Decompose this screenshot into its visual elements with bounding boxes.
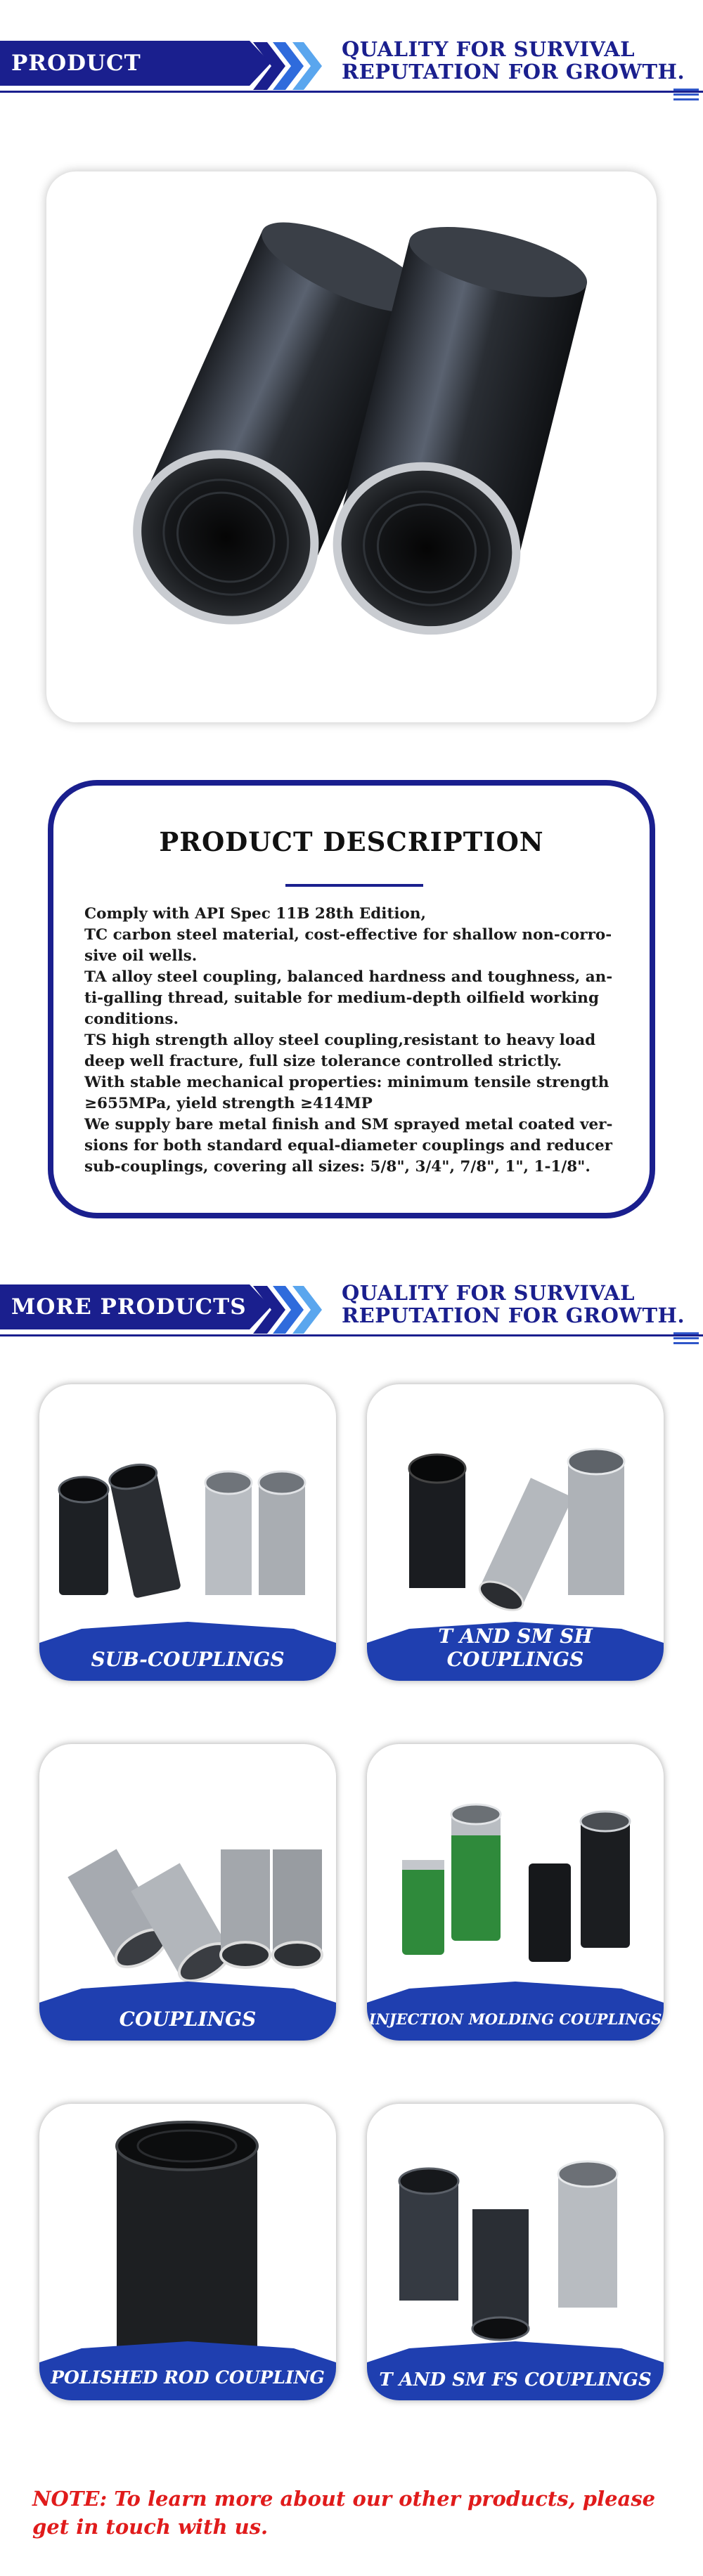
slogan xyxy=(342,38,685,83)
description-paragraph: TS high strength alloy steel coupling,resistant to heavy load deep well fracture, full size tolerance controlled strictly. xyxy=(84,1032,596,1070)
slogan-line-2: REPUTATION FOR GROWTH. xyxy=(342,1303,685,1327)
card-label: INJECTION MOLDING COUPLINGS xyxy=(368,2010,662,2028)
chevron-arrows-icon xyxy=(253,1286,330,1334)
description-paragraph: We supply bare metal finish and SM sprayed metal coated ver-sions for both standard equal-diameter couplings and reducer sub-couplings, covering all sizes: 5/8", 3/4", 7/8", 1", 1-1/8". xyxy=(84,1116,613,1176)
product-card-t-and-sm-fs-couplings[interactable] xyxy=(367,2104,664,2400)
description-paragraph: TC carbon steel material, cost-effective for shallow non-corro-sive oil wells. xyxy=(84,926,612,965)
slogan xyxy=(342,1282,685,1327)
more-products-banner xyxy=(0,1265,703,1349)
banner-tab-label: MORE PRODUCTS xyxy=(0,1284,250,1329)
product-card-couplings[interactable] xyxy=(39,1744,336,2041)
description-heading: PRODUCT DESCRIPTION xyxy=(159,826,544,857)
product-card-injection-molding-couplings[interactable] xyxy=(367,1744,664,2041)
card-label: T AND SM SH COUPLINGS xyxy=(438,1625,593,1671)
chevron-arrows-icon xyxy=(253,42,330,90)
card-label: POLISHED ROD COUPLING xyxy=(51,2367,325,2388)
product-display-banner xyxy=(0,21,703,121)
stripes-decoration xyxy=(673,1332,699,1347)
slogan-line-1: QUALITY FOR SURVIVAL xyxy=(342,1281,636,1305)
banner-rule xyxy=(0,1334,703,1336)
product-card-sub-couplings[interactable] xyxy=(39,1384,336,1681)
stripes-decoration xyxy=(673,89,699,103)
heading-underline xyxy=(285,884,423,887)
contact-note: NOTE: To learn more about our other products, please get in touch with us. xyxy=(32,2487,656,2539)
slogan-line-1: QUALITY FOR SURVIVAL xyxy=(342,37,636,61)
card-label: COUPLINGS xyxy=(119,2008,257,2031)
description-paragraph: Comply with API Spec 11B 28th Edition, xyxy=(84,905,426,923)
product-card-polished-rod-coupling[interactable] xyxy=(39,2104,336,2400)
slogan-line-2: REPUTATION FOR GROWTH. xyxy=(342,60,685,84)
banner-tab-label: PRODUCT DISPLAY xyxy=(0,41,250,86)
card-label: T AND SM FS COUPLINGS xyxy=(379,2369,652,2390)
hero-product-image xyxy=(46,171,657,722)
description-paragraph: TA alloy steel coupling, balanced hardness and toughness, an-ti-galling thread, suitable for medium-depth oilfield working conditions. xyxy=(84,968,613,1028)
product-card-t-and-sm-sh-couplings[interactable] xyxy=(367,1384,664,1681)
description-paragraph: With stable mechanical properties: minimum tensile strength ≥655MPa, yield strength ≥414MP xyxy=(84,1074,610,1112)
product-description-card xyxy=(48,780,655,1218)
banner-rule xyxy=(0,91,703,93)
description-body xyxy=(84,904,626,1178)
card-label: SUB-COUPLINGS xyxy=(91,1648,285,1671)
